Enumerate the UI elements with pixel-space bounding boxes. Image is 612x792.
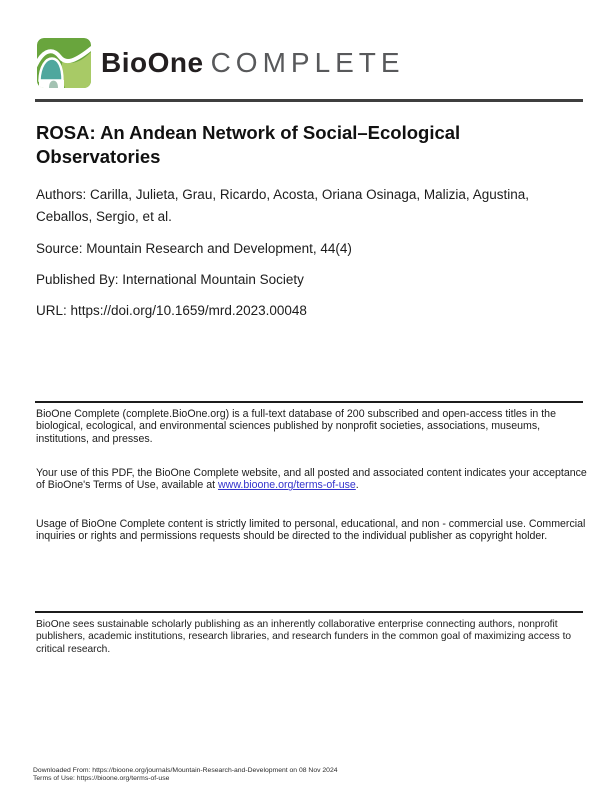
section-divider-top [35, 401, 583, 403]
terms-text-after: . [355, 479, 359, 492]
brand-complete: COMPLETE [210, 47, 405, 78]
source-line: Source: Mountain Research and Development, 44(4) [36, 241, 352, 256]
page-footer [33, 767, 338, 784]
section-divider-bottom [35, 611, 583, 613]
article-title: ROSA: An Andean Network of Social–Ecological Observatories [36, 122, 461, 167]
publisher-line: Published By: International Mountain Society [36, 272, 304, 287]
terms-of-use-line: Terms of Use: https://bioone.org/terms-of-use [33, 775, 170, 783]
bioone-header [37, 38, 405, 88]
authors-line: Authors: Carilla, Julieta, Grau, Ricardo, Acosta, Oriana Osinaga, Malizia, Agustina, Ceballos, Sergio, et al. [36, 187, 529, 224]
terms-of-use-link[interactable]: www.bioone.org/terms-of-use [218, 479, 356, 492]
database-description: BioOne Complete (complete.BioOne.org) is a full-text database of 200 subscribed and open-access titles in the biological, ecological, and environmental sciences published by nonprofit societies, associations, museums, institutions, and presses. [36, 408, 556, 445]
downloaded-from-line: Downloaded From: https://bioone.org/journals/Mountain-Research-and-Development on 08 Nov 2024 [33, 767, 338, 774]
bioone-logo-icon [37, 38, 91, 88]
usage-paragraph: Usage of BioOne Complete content is strictly limited to personal, educational, and non - commercial use. Commercial inquiries or rights and permissions requests should be directed to the individual publisher as copyright holder. [36, 518, 586, 543]
terms-text-before: Your use of this PDF, the BioOne Complete website, and all posted and associated content indicates your acceptance of BioOne's Terms of Use, available at [36, 467, 587, 492]
brand-wordmark [101, 38, 405, 88]
terms-paragraph [36, 467, 592, 492]
header-divider [35, 99, 583, 102]
brand-bioone: BioOne [101, 47, 204, 78]
mission-paragraph: BioOne sees sustainable scholarly publishing as an inherently collaborative enterprise connecting authors, nonprofit publishers, academic institutions, research libraries, and research funders in the common goal of maximizing access to critical research. [36, 619, 572, 655]
doi-url-line: URL: https://doi.org/10.1659/mrd.2023.00048 [36, 303, 307, 318]
